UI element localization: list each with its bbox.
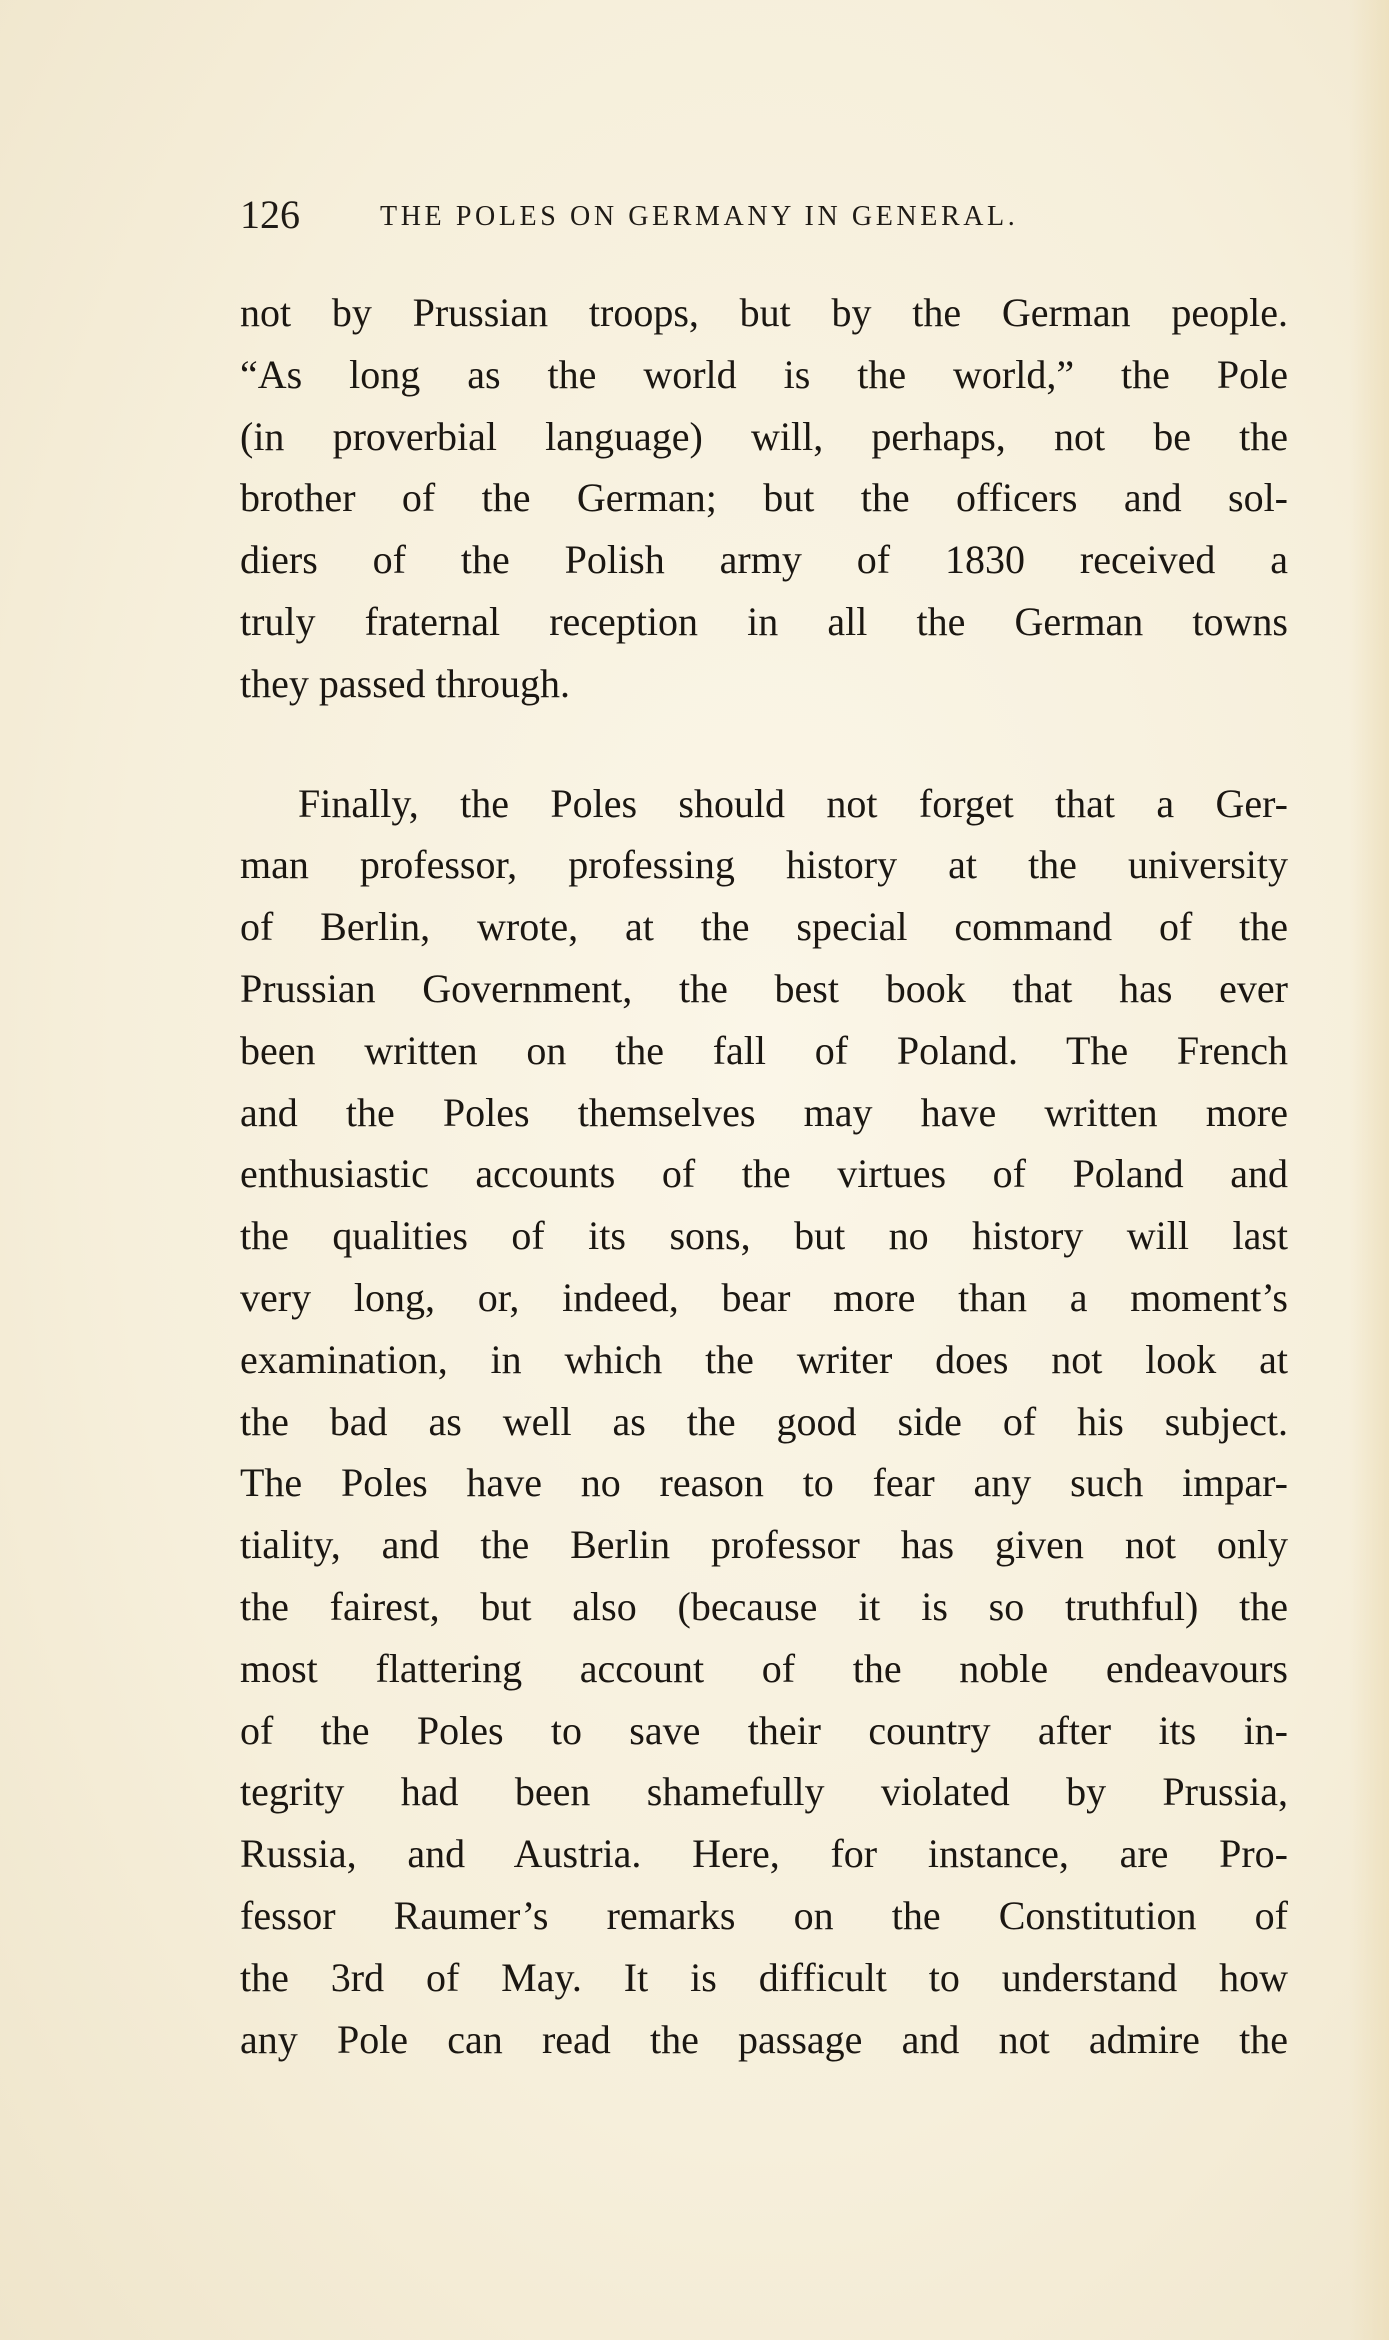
- text-line: enthusiastic accounts of the virtues of Poland and: [240, 1151, 1288, 1197]
- text-line: man professor, professing history at the university: [240, 842, 1288, 888]
- text-line: most flattering account of the noble endeavours: [240, 1645, 1288, 1691]
- page-number: 126: [240, 192, 300, 237]
- text-line: fessor Raumer’s remarks on the Constitution of: [240, 1892, 1288, 1938]
- text-line: brother of the German; but the officers and sol-: [240, 475, 1288, 521]
- text-line: the fairest, but also (because it is so truthful) the: [240, 1583, 1288, 1629]
- text-line: (in proverbial language) will, perhaps, not be the: [240, 413, 1288, 459]
- page-header: [240, 190, 1150, 246]
- text-line: they passed through.: [240, 660, 570, 706]
- paragraph-2: [240, 773, 1288, 2071]
- paragraph-gap: [240, 715, 1288, 773]
- text-line: Russia, and Austria. Here, for instance, are Pro-: [240, 1831, 1288, 1877]
- text-line: very long, or, indeed, bear more than a moment’s: [240, 1274, 1288, 1320]
- text-line: “As long as the world is the world,” the Pole: [240, 351, 1288, 397]
- text-line: Finally, the Poles should not forget that a Ger-: [298, 780, 1288, 826]
- text-line: truly fraternal reception in all the German towns: [240, 598, 1288, 644]
- text-line: not by Prussian troops, but by the German people.: [240, 290, 1288, 335]
- text-line: any Pole can read the passage and not admire the: [240, 2016, 1288, 2062]
- page-edge-shadow: [1349, 0, 1389, 2340]
- text-line: been written on the fall of Poland. The French: [240, 1027, 1288, 1073]
- text-line: the bad as well as the good side of his subject.: [240, 1398, 1288, 1444]
- paragraph-1: [240, 282, 1288, 715]
- text-line: tiality, and the Berlin professor has given not only: [240, 1522, 1288, 1568]
- text-line: the qualities of its sons, but no history will last: [240, 1213, 1288, 1259]
- body-text: [240, 282, 1288, 2070]
- text-line: of the Poles to save their country after its in-: [240, 1707, 1288, 1753]
- text-line: Prussian Government, the best book that has ever: [240, 965, 1288, 1011]
- running-title: THE POLES ON GERMANY IN GENERAL.: [380, 201, 1019, 232]
- text-line: diers of the Polish army of 1830 received a: [240, 537, 1288, 583]
- text-line: of Berlin, wrote, at the special command of the: [240, 904, 1288, 950]
- text-line: the 3rd of May. It is difficult to understand how: [240, 1954, 1288, 2000]
- text-line: tegrity had been shamefully violated by Prussia,: [240, 1769, 1288, 1815]
- text-line: examination, in which the writer does not look at: [240, 1336, 1288, 1382]
- text-line: and the Poles themselves may have written more: [240, 1089, 1288, 1135]
- text-line: The Poles have no reason to fear any such impar-: [240, 1460, 1288, 1506]
